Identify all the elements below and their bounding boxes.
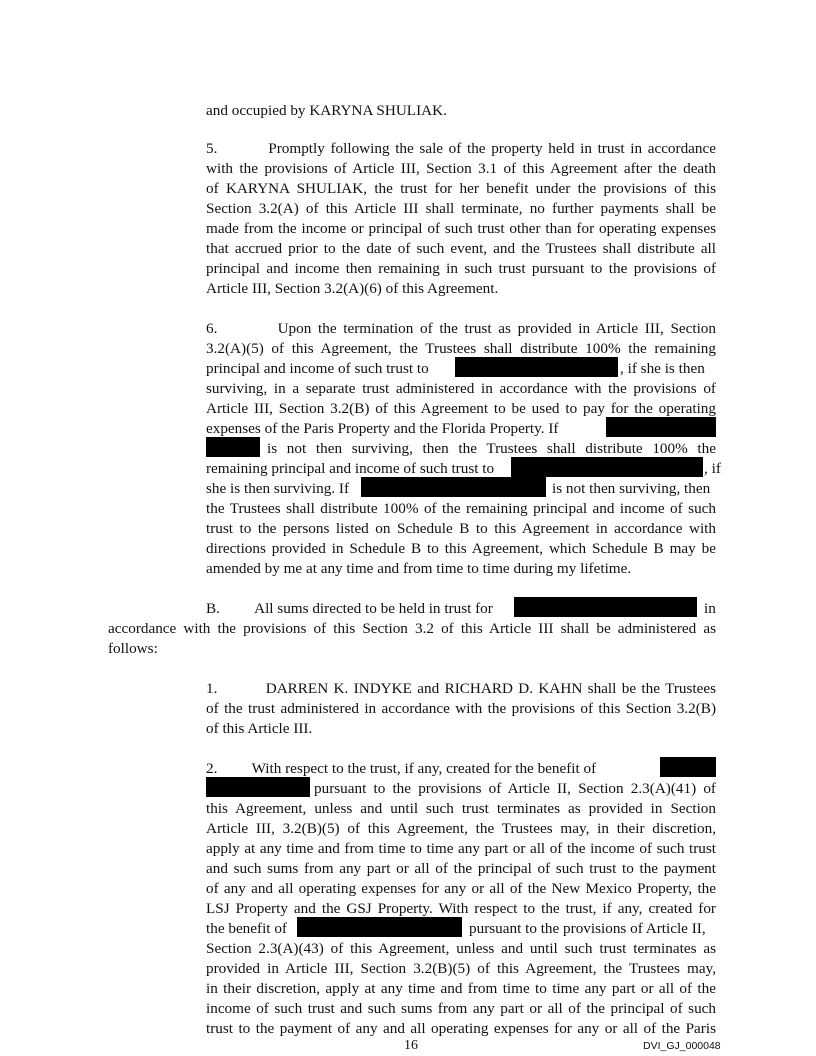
paragraph-5-line: Section 3.2(A) of this Article III shall terminate, no further payments shall be — [206, 200, 716, 217]
page-number: 16 — [404, 1038, 418, 1053]
paragraph-6-line: remaining principal and income of such trust to — [206, 460, 495, 477]
paragraph-1-line: of this Article III. — [206, 720, 313, 737]
paragraph-6-line: is not then surviving, then the Trustees shall distribute 100% the — [267, 440, 716, 457]
paragraph-6-line: 3.2(A)(5) of this Agreement, the Trustees shall distribute 100% the remaining — [206, 340, 716, 357]
redaction-box — [606, 417, 716, 437]
redaction-box — [660, 757, 716, 777]
paragraph-2-line: pursuant to the provisions of Article II, — [469, 920, 706, 937]
paragraph-2-line: apply at any time and from time to time any part or all of the income of such trust — [206, 840, 716, 857]
paragraph-5-line: made from the income or principal of such trust other than for operating expenses — [206, 220, 716, 237]
paragraph-5-line: Article III, Section 3.2(A)(6) of this Agreement. — [206, 280, 499, 297]
redaction-box — [514, 597, 697, 617]
paragraph-6-line: amended by me at any time and from time to time during my lifetime. — [206, 560, 632, 577]
paragraph-2-line: and such sums from any part or all of the principal of such trust to the payment — [206, 860, 716, 877]
paragraph-2-line: income of such trust and such sums from any part or all of the principal of such — [206, 1000, 716, 1017]
redaction-box — [206, 437, 260, 457]
paragraph-b-line: in — [704, 600, 716, 617]
paragraph-2-line: pursuant to the provisions of Article II, Section 2.3(A)(41) of — [314, 780, 716, 797]
paragraph-6-line: the Trustees shall distribute 100% of the remaining principal and income of such — [206, 500, 716, 517]
paragraph-2-line: Section 2.3(A)(43) of this Agreement, unless and until such trust terminates as — [206, 940, 716, 957]
paragraph-6-line: 6. Upon the termination of the trust as provided in Article III, Section — [206, 320, 716, 337]
paragraph-6-line: trust to the persons listed on Schedule B to this Agreement in accordance with — [206, 520, 716, 537]
paragraph-b-line: follows: — [108, 640, 158, 657]
paragraph-2-line: provided in Article III, Section 3.2(B)(5) of this Agreement, the Trustees may, — [206, 960, 716, 977]
paragraph-6-line: , if she is then — [620, 360, 705, 377]
paragraph-b-line: B. All sums directed to be held in trust for — [206, 600, 493, 617]
paragraph-2-line: trust to the payment of any and all operating expenses for any or all of the Paris — [206, 1020, 716, 1037]
paragraph-6-line: , if — [704, 460, 721, 477]
paragraph-6-line: Article III, Section 3.2(B) of this Agreement to be used to pay for the operating — [206, 400, 716, 417]
paragraph-2-line: of any and all operating expenses for any or all of the New Mexico Property, the — [206, 880, 716, 897]
redaction-box — [297, 917, 462, 937]
paragraph-1-line: of the trust administered in accordance with the provisions of this Section 3.2(B) — [206, 700, 716, 717]
paragraph-2-line: Article III, 3.2(B)(5) of this Agreement, the Trustees may, in their discretion, — [206, 820, 716, 837]
paragraph-6-line: surviving, in a separate trust administered in accordance with the provisions of — [206, 380, 716, 397]
paragraph-b-line: accordance with the provisions of this Section 3.2 of this Article III shall be administered as — [108, 620, 716, 637]
redaction-box — [361, 477, 546, 497]
paragraph-5-line: 5. Promptly following the sale of the property held in trust in accordance — [206, 140, 716, 157]
paragraph-6-line: expenses of the Paris Property and the Florida Property. If — [206, 420, 559, 437]
paragraph-1-line: 1. DARREN K. INDYKE and RICHARD D. KAHN shall be the Trustees — [206, 680, 716, 697]
paragraph-5-line: of KARYNA SHULIAK, the trust for her benefit under the provisions of this — [206, 180, 716, 197]
paragraph-5-line: that accrued prior to the date of such event, and the Trustees shall distribute all — [206, 240, 716, 257]
redaction-box — [511, 457, 703, 477]
paragraph-2-line: 2. With respect to the trust, if any, created for the benefit of — [206, 760, 597, 777]
paragraph-2-line: in their discretion, apply at any time and from time to time any part or all of the — [206, 980, 716, 997]
paragraph-6-line: is not then surviving, then — [552, 480, 711, 497]
bates-id: DVI_GJ_000048 — [643, 1040, 721, 1052]
paragraph-6-line: principal and income of such trust to — [206, 360, 429, 377]
paragraph-2-line: this Agreement, unless and until such trust terminates as provided in Section — [206, 800, 716, 817]
paragraph-2-line: the benefit of — [206, 920, 287, 937]
paragraph-5-line: principal and income then remaining in such trust pursuant to the provisions of — [206, 260, 716, 277]
paragraph-6-line: directions provided in Schedule B to this Agreement, which Schedule B may be — [206, 540, 716, 557]
text-line: and occupied by KARYNA SHULIAK. — [206, 102, 447, 119]
redaction-box — [206, 777, 310, 797]
paragraph-6-line: she is then surviving. If — [206, 480, 349, 497]
redaction-box — [455, 357, 618, 377]
paragraph-5-line: with the provisions of Article III, Section 3.1 of this Agreement after the death — [206, 160, 716, 177]
paragraph-2-line: LSJ Property and the GSJ Property. With respect to the trust, if any, created for — [206, 900, 716, 917]
